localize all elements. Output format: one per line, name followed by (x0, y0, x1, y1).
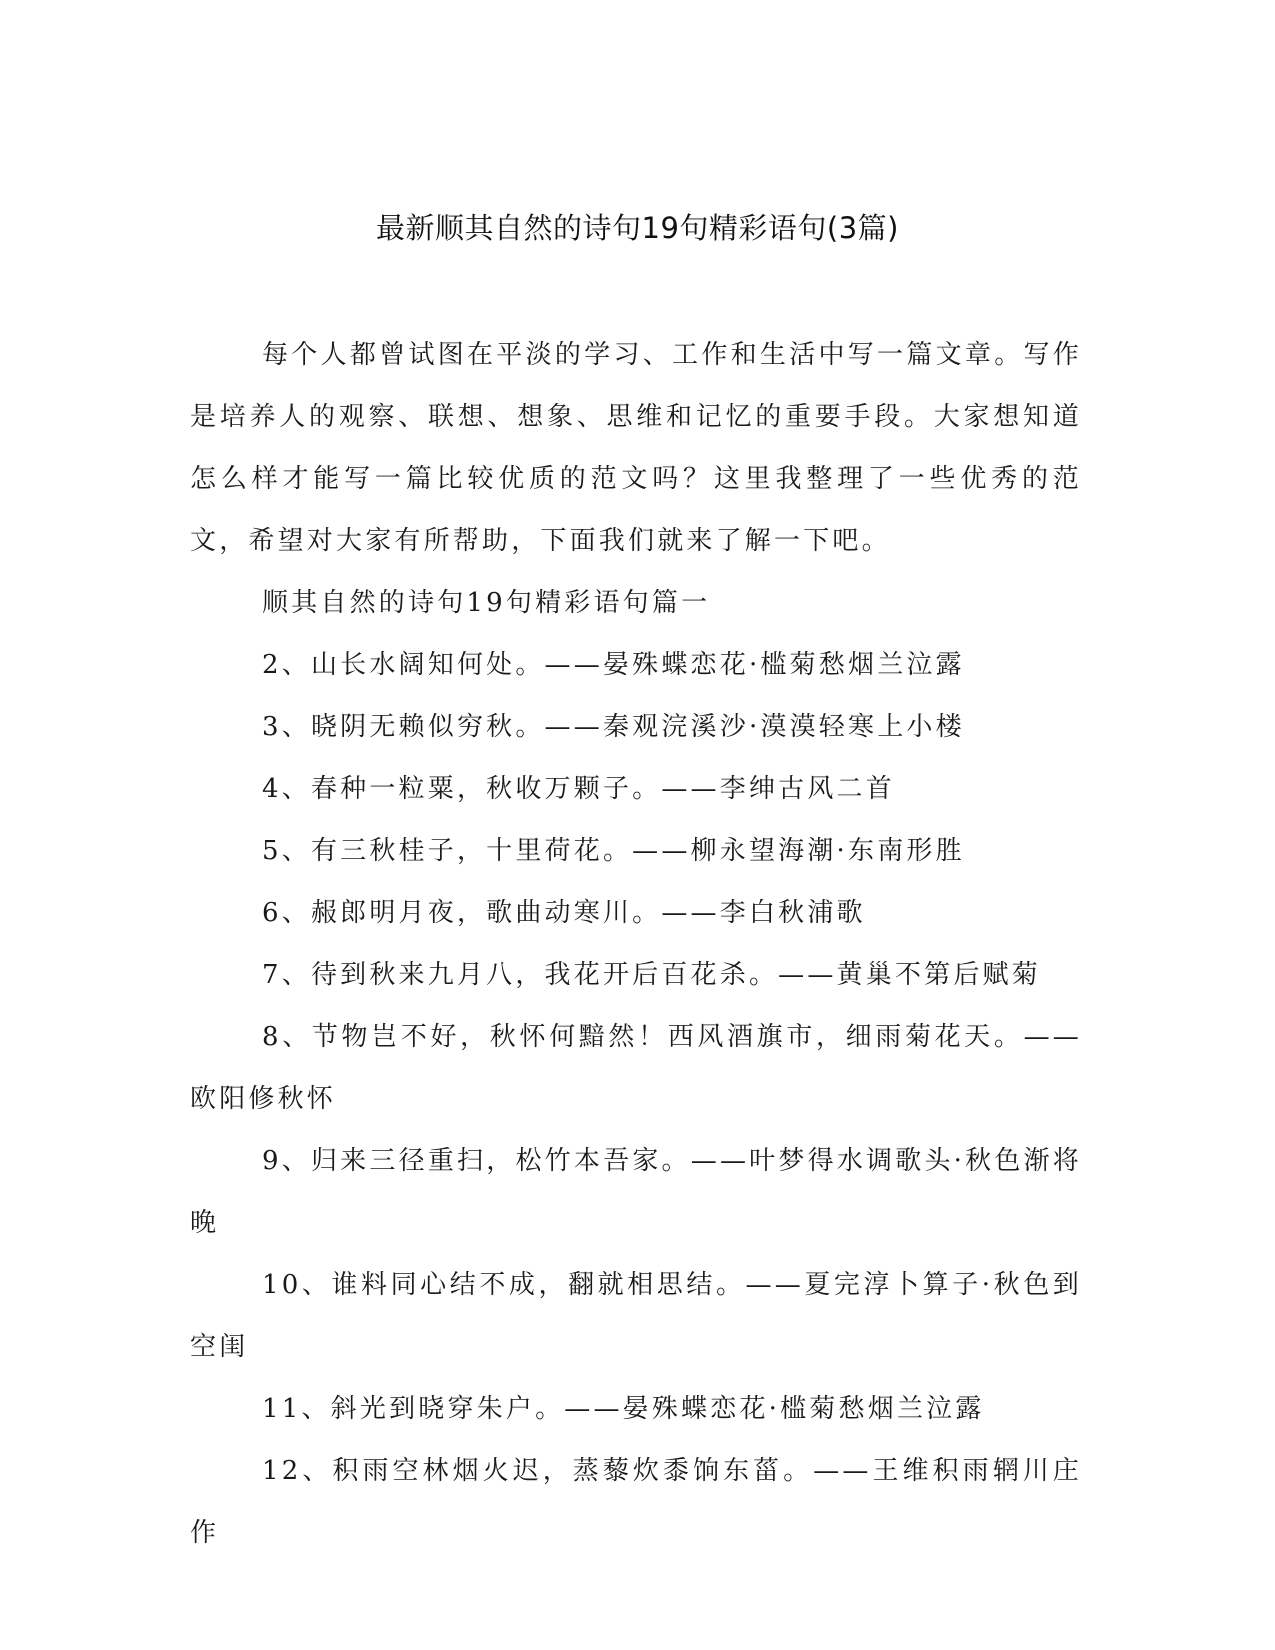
list-item: 10、谁料同心结不成，翻就相思结。——夏完淳卜算子·秋色到空闺 (190, 1270, 1082, 1362)
list-item: 6、赧郎明月夜，歌曲动寒川。——李白秋浦歌 (262, 898, 866, 928)
list-item: 4、春种一粒粟，秋收万颗子。——李绅古风二首 (262, 774, 895, 804)
section-heading: 顺其自然的诗句19句精彩语句篇一 (262, 588, 711, 618)
list-item: 9、归来三径重扫，松竹本吾家。——叶梦得水调歌头·秋色渐将晚 (190, 1146, 1082, 1238)
list-item: 5、有三秋桂子，十里荷花。——柳永望海潮·东南形胜 (262, 836, 965, 866)
list-item: 7、待到秋来九月八，我花开后百花杀。——黄巢不第后赋菊 (262, 960, 1041, 990)
list-item: 3、晓阴无赖似穷秋。——秦观浣溪沙·漠漠轻寒上小楼 (262, 712, 965, 742)
intro-paragraph: 每个人都曾试图在平淡的学习、工作和生活中写一篇文章。写作是培养人的观察、联想、想象、思维和记忆的重要手段。大家想知道怎么样才能写一篇比较优质的范文吗？这里我整理了一些优秀的范文，希望对大家有所帮助，下面我们就来了解一下吧。 (190, 340, 1082, 556)
document-title: 最新顺其自然的诗句19句精彩语句(3篇) (376, 211, 899, 245)
document-body (190, 324, 1082, 1564)
list-item: 11、斜光到晓穿朱户。——晏殊蝶恋花·槛菊愁烟兰泣露 (262, 1394, 985, 1424)
list-item: 2、山长水阔知何处。——晏殊蝶恋花·槛菊愁烟兰泣露 (262, 650, 965, 680)
list-item: 12、积雨空林烟火迟，蒸藜炊黍饷东菑。——王维积雨辋川庄作 (190, 1456, 1082, 1548)
list-item: 8、节物岂不好，秋怀何黯然！西风酒旗市，细雨菊花天。——欧阳修秋怀 (190, 1022, 1082, 1114)
